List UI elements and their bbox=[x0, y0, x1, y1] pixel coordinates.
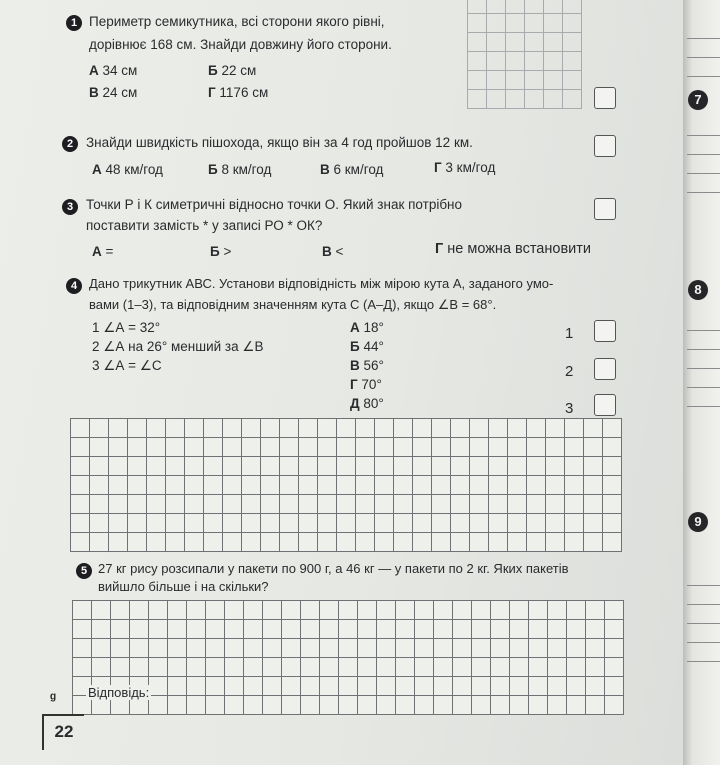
option-value: 24 см bbox=[102, 85, 138, 100]
grid-line bbox=[687, 76, 720, 77]
q3-option-d[interactable] bbox=[435, 241, 591, 257]
q4-answer-d bbox=[350, 377, 382, 392]
option-value: 1176 см bbox=[219, 85, 269, 100]
q4-answer-box-3[interactable] bbox=[594, 394, 616, 416]
grid-line bbox=[687, 154, 720, 155]
q4-answer-e bbox=[350, 396, 384, 411]
option-letter: А bbox=[92, 244, 102, 259]
q1-option-a[interactable] bbox=[89, 63, 137, 78]
q4-box-label-3: 3 bbox=[565, 400, 574, 417]
q1-work-grid bbox=[467, 0, 582, 109]
next-page-badge-9: 9 bbox=[688, 512, 708, 532]
option-value: < bbox=[335, 244, 344, 259]
option-letter: А bbox=[92, 162, 102, 177]
q3-option-c[interactable] bbox=[322, 244, 343, 259]
grid-line bbox=[687, 57, 720, 58]
option-letter: Б bbox=[210, 244, 220, 259]
option-value: 48 км/год bbox=[105, 162, 163, 177]
answer-value: 18° bbox=[363, 320, 384, 335]
grid-line bbox=[687, 349, 720, 350]
q4-work-grid[interactable] bbox=[70, 418, 622, 552]
option-value: = bbox=[105, 244, 114, 259]
option-letter: Б bbox=[208, 162, 218, 177]
q2-number-badge: 2 bbox=[62, 136, 78, 152]
answer-letter: Д bbox=[350, 396, 360, 411]
q5-text-line1: 27 кг рису розсипали у пакети по 900 г, а 46 кг — у пакети по 2 кг. Яких пакетів bbox=[98, 561, 569, 576]
next-page-badge-7: 7 bbox=[688, 90, 708, 110]
q4-condition-1: 1 ∠А = 32° bbox=[92, 320, 161, 335]
option-value: 34 см bbox=[102, 63, 138, 78]
q4-answer-box-2[interactable] bbox=[594, 358, 616, 380]
q4-condition-2: 2 ∠А на 26° менший за ∠В bbox=[92, 339, 264, 354]
grid-line bbox=[687, 192, 720, 193]
answer-letter: А bbox=[350, 320, 360, 335]
option-letter: Б bbox=[208, 63, 218, 78]
option-value: 22 см bbox=[221, 63, 257, 78]
grid-line bbox=[687, 173, 720, 174]
grid-line bbox=[687, 604, 720, 605]
option-letter: В bbox=[320, 162, 330, 177]
q1-text-line2: дорівнює 168 см. Знайди довжину його сторони. bbox=[89, 37, 392, 52]
q3-text-line2: поставити замість * у записі РО * ОК? bbox=[86, 218, 323, 233]
q1-option-c[interactable] bbox=[89, 85, 137, 100]
grid-line bbox=[687, 135, 720, 136]
grid-line bbox=[687, 585, 720, 586]
q1-number-badge: 1 bbox=[66, 15, 82, 31]
option-value: не можна встановити bbox=[447, 241, 591, 257]
option-letter: Г bbox=[208, 85, 216, 100]
next-page-badge-8: 8 bbox=[688, 280, 708, 300]
option-value: 3 км/год bbox=[445, 160, 496, 175]
q2-option-d[interactable] bbox=[434, 160, 495, 175]
q2-option-a[interactable] bbox=[92, 162, 163, 177]
pen-mark: ᵍ bbox=[50, 690, 56, 707]
answer-value: 56° bbox=[363, 358, 384, 373]
option-letter: Г bbox=[435, 241, 444, 257]
option-letter: В bbox=[89, 85, 99, 100]
grid-line bbox=[687, 38, 720, 39]
q4-text-line1: Дано трикутник АВС. Установи відповідність між мірою кута А, заданого умо- bbox=[89, 276, 554, 291]
answer-value: 44° bbox=[363, 339, 384, 354]
next-page-edge bbox=[683, 0, 720, 765]
answer-letter: Г bbox=[350, 377, 358, 392]
option-letter: Г bbox=[434, 160, 442, 175]
grid-line bbox=[687, 330, 720, 331]
grid-line bbox=[687, 368, 720, 369]
grid-line bbox=[687, 387, 720, 388]
q2-answer-box[interactable] bbox=[594, 135, 616, 157]
q4-answer-a bbox=[350, 320, 384, 335]
q3-option-b[interactable] bbox=[210, 244, 231, 259]
q4-box-label-2: 2 bbox=[565, 363, 574, 380]
q4-condition-3: 3 ∠А = ∠С bbox=[92, 358, 162, 373]
grid-line bbox=[687, 642, 720, 643]
q4-box-label-1: 1 bbox=[565, 325, 574, 342]
option-value: > bbox=[223, 244, 232, 259]
grid-line bbox=[687, 623, 720, 624]
answer-value: 80° bbox=[363, 396, 384, 411]
q4-answer-c bbox=[350, 358, 384, 373]
q5-work-grid[interactable] bbox=[72, 600, 624, 715]
q2-option-b[interactable] bbox=[208, 162, 271, 177]
q4-answer-b bbox=[350, 339, 384, 354]
option-letter: В bbox=[322, 244, 332, 259]
q1-option-d[interactable] bbox=[208, 85, 268, 100]
q3-text-line1: Точки Р і К симетричні відносно точки О. Який знак потрібно bbox=[86, 197, 463, 212]
q5-answer-label: Відповідь: bbox=[88, 685, 150, 700]
q4-answer-box-1[interactable] bbox=[594, 320, 616, 342]
q1-text-line1: Периметр семикутника, всі сторони якого рівні, bbox=[89, 14, 385, 29]
q3-option-a[interactable] bbox=[92, 244, 113, 259]
page-number: 22 bbox=[42, 714, 84, 750]
q3-answer-box[interactable] bbox=[594, 198, 616, 220]
q1-option-b[interactable] bbox=[208, 63, 256, 78]
q1-answer-box[interactable] bbox=[594, 87, 616, 109]
q4-number-badge: 4 bbox=[66, 278, 82, 294]
option-letter: А bbox=[89, 63, 99, 78]
q2-option-c[interactable] bbox=[320, 162, 383, 177]
option-value: 8 км/год bbox=[221, 162, 272, 177]
answer-letter: Б bbox=[350, 339, 360, 354]
grid-line bbox=[687, 406, 720, 407]
grid-line bbox=[687, 661, 720, 662]
option-value: 6 км/год bbox=[333, 162, 384, 177]
q3-number-badge: 3 bbox=[62, 199, 78, 215]
q5-number-badge: 5 bbox=[76, 563, 92, 579]
q4-text-line2: вами (1–3), та відповідним значенням кута С (А–Д), якщо ∠В = 68°. bbox=[89, 297, 497, 312]
answer-value: 70° bbox=[361, 377, 382, 392]
q5-text-line2: вийшло більше і на скільки? bbox=[98, 579, 269, 594]
answer-letter: В bbox=[350, 358, 360, 373]
q2-text: Знайди швидкість пішохода, якщо він за 4 год пройшов 12 км. bbox=[86, 135, 473, 150]
